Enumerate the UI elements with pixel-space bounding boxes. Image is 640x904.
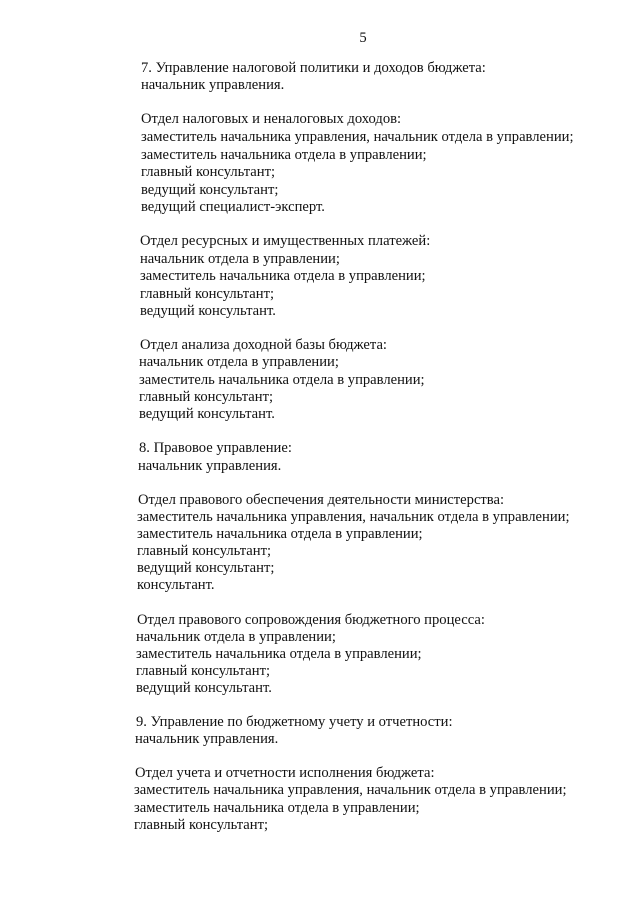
- text-line: ведущий консультант.: [139, 406, 275, 422]
- text-line: заместитель начальника отдела в управлении;: [141, 147, 427, 163]
- text-line: главный консультант;: [140, 286, 275, 302]
- department-heading: Отдел ресурсных и имущественных платежей:: [140, 233, 431, 249]
- text-line: заместитель начальника управления, начальник отдела в управлении;: [134, 782, 567, 798]
- text-line: главный консультант;: [136, 663, 271, 679]
- text-line: ведущий консультант.: [136, 680, 272, 696]
- text-line: заместитель начальника отдела в управлении;: [136, 646, 422, 662]
- department-heading: Отдел учета и отчетности исполнения бюджета:: [135, 765, 435, 781]
- text-line: ведущий консультант;: [141, 182, 279, 198]
- text-line: заместитель начальника отдела в управлении;: [134, 800, 420, 816]
- section-heading: 7. Управление налоговой политики и доходов бюджета:: [141, 60, 486, 76]
- department-heading: Отдел анализа доходной базы бюджета:: [140, 337, 387, 353]
- department-heading: Отдел правового обеспечения деятельности министерства:: [138, 492, 505, 508]
- section-heading: 8. Правовое управление:: [139, 440, 292, 456]
- text-line: главный консультант;: [137, 543, 272, 559]
- text-line: главный консультант;: [141, 164, 276, 180]
- text-line: главный консультант;: [139, 389, 274, 405]
- text-line: ведущий консультант;: [137, 560, 275, 576]
- text-line: начальник отдела в управлении;: [140, 251, 340, 267]
- text-line: заместитель начальника управления, начальник отдела в управлении;: [137, 509, 570, 525]
- text-line: ведущий специалист-эксперт.: [141, 199, 325, 215]
- text-line: главный консультант;: [134, 817, 269, 833]
- text-line: заместитель начальника отдела в управлении;: [137, 526, 423, 542]
- text-line: ведущий консультант.: [140, 303, 276, 319]
- text-line: начальник отдела в управлении;: [136, 629, 336, 645]
- department-heading: Отдел правового сопровождения бюджетного процесса:: [137, 612, 485, 628]
- text-line: заместитель начальника управления, начальник отдела в управлении;: [141, 129, 574, 145]
- text-line: начальник управления.: [141, 77, 285, 93]
- text-line: заместитель начальника отдела в управлении;: [140, 268, 426, 284]
- section-heading: 9. Управление по бюджетному учету и отчетности:: [136, 714, 453, 730]
- text-line: начальник управления.: [135, 731, 279, 747]
- text-line: заместитель начальника отдела в управлении;: [139, 372, 425, 388]
- page-number: 5: [359, 30, 367, 46]
- text-line: начальник отдела в управлении;: [139, 354, 339, 370]
- text-line: консультант.: [137, 577, 215, 593]
- department-heading: Отдел налоговых и неналоговых доходов:: [141, 111, 402, 127]
- text-line: начальник управления.: [138, 458, 282, 474]
